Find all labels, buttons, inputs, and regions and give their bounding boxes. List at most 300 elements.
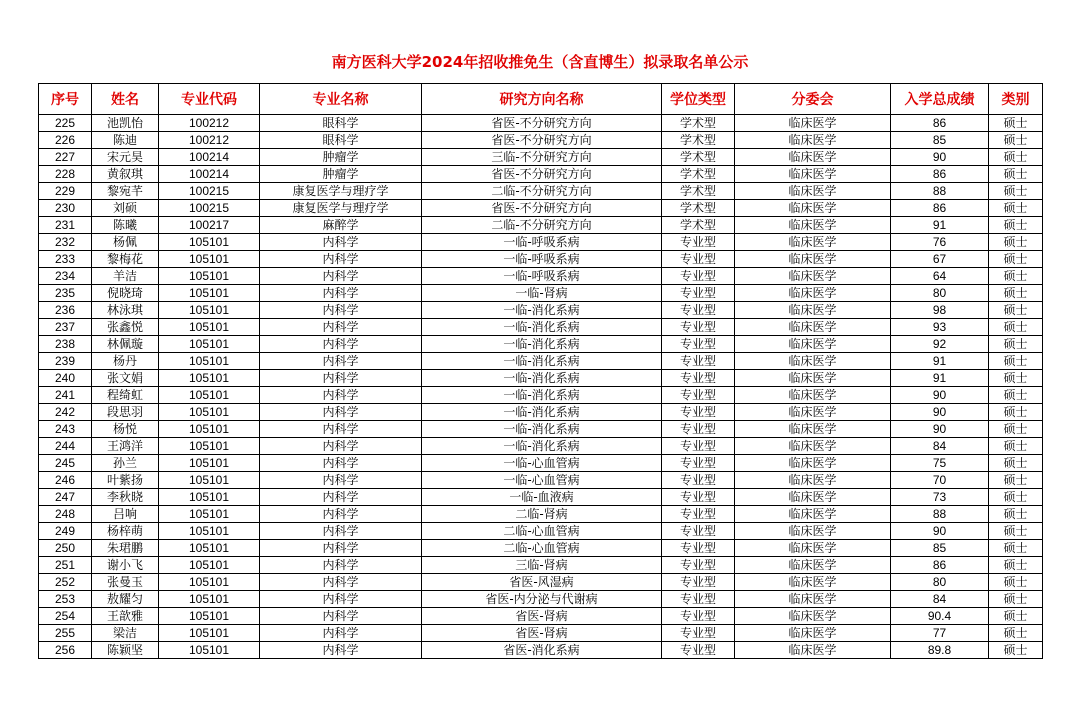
- direction-cell: 省医-肾病: [422, 608, 662, 625]
- category-cell: 硕士: [989, 251, 1043, 268]
- major-name-cell: 内科学: [260, 591, 422, 608]
- name-cell: 王歆雅: [92, 608, 159, 625]
- degree-type-cell: 专业型: [662, 234, 735, 251]
- committee-cell: 临床医学: [735, 574, 891, 591]
- name-cell: 陈颖坚: [92, 642, 159, 659]
- major-code-cell: 105101: [159, 285, 260, 302]
- major-code-cell: 105101: [159, 489, 260, 506]
- name-cell: 段思羽: [92, 404, 159, 421]
- committee-cell: 临床医学: [735, 387, 891, 404]
- table-row: [39, 557, 1043, 574]
- major-code-cell: 105101: [159, 404, 260, 421]
- score-cell: 85: [891, 540, 989, 557]
- degree-type-cell: 学术型: [662, 149, 735, 166]
- table-row: [39, 472, 1043, 489]
- major-code-cell: 105101: [159, 234, 260, 251]
- direction-cell: 省医-内分泌与代谢病: [422, 591, 662, 608]
- table-row: [39, 489, 1043, 506]
- degree-type-cell: 专业型: [662, 625, 735, 642]
- score-cell: 90: [891, 149, 989, 166]
- committee-cell: 临床医学: [735, 285, 891, 302]
- name-cell: 朱珺鹏: [92, 540, 159, 557]
- committee-cell: 临床医学: [735, 455, 891, 472]
- score-cell: 75: [891, 455, 989, 472]
- committee-cell: 临床医学: [735, 625, 891, 642]
- name-cell: 倪晓琦: [92, 285, 159, 302]
- major-name-cell: 内科学: [260, 285, 422, 302]
- degree-type-cell: 专业型: [662, 591, 735, 608]
- table-row: [39, 353, 1043, 370]
- seq-cell: 225: [39, 115, 92, 132]
- degree-type-cell: 学术型: [662, 166, 735, 183]
- major-name-cell: 内科学: [260, 608, 422, 625]
- major-code-cell: 105101: [159, 523, 260, 540]
- committee-cell: 临床医学: [735, 149, 891, 166]
- seq-cell: 244: [39, 438, 92, 455]
- major-code-cell: 105101: [159, 370, 260, 387]
- seq-cell: 236: [39, 302, 92, 319]
- col-total-score-header: 入学总成绩: [891, 84, 989, 115]
- committee-cell: 临床医学: [735, 353, 891, 370]
- direction-cell: 二临-心血管病: [422, 540, 662, 557]
- score-cell: 89.8: [891, 642, 989, 659]
- committee-cell: 临床医学: [735, 489, 891, 506]
- score-cell: 80: [891, 285, 989, 302]
- header-row: [39, 84, 1043, 115]
- major-code-cell: 105101: [159, 353, 260, 370]
- score-cell: 86: [891, 557, 989, 574]
- direction-cell: 一临-呼吸系病: [422, 268, 662, 285]
- table-row: [39, 608, 1043, 625]
- committee-cell: 临床医学: [735, 217, 891, 234]
- col-name-header: 姓名: [92, 84, 159, 115]
- category-cell: 硕士: [989, 608, 1043, 625]
- seq-cell: 240: [39, 370, 92, 387]
- degree-type-cell: 专业型: [662, 387, 735, 404]
- committee-cell: 临床医学: [735, 608, 891, 625]
- name-cell: 程绮虹: [92, 387, 159, 404]
- score-cell: 90: [891, 421, 989, 438]
- table-row: [39, 285, 1043, 302]
- name-cell: 孙兰: [92, 455, 159, 472]
- seq-cell: 241: [39, 387, 92, 404]
- major-code-cell: 105101: [159, 472, 260, 489]
- major-code-cell: 100212: [159, 132, 260, 149]
- score-cell: 93: [891, 319, 989, 336]
- major-code-cell: 105101: [159, 336, 260, 353]
- major-code-cell: 100214: [159, 149, 260, 166]
- degree-type-cell: 专业型: [662, 370, 735, 387]
- major-code-cell: 100212: [159, 115, 260, 132]
- category-cell: 硕士: [989, 387, 1043, 404]
- direction-cell: 省医-肾病: [422, 625, 662, 642]
- category-cell: 硕士: [989, 370, 1043, 387]
- score-cell: 77: [891, 625, 989, 642]
- col-major-name-header: 专业名称: [260, 84, 422, 115]
- name-cell: 陈迪: [92, 132, 159, 149]
- seq-cell: 239: [39, 353, 92, 370]
- major-code-cell: 100217: [159, 217, 260, 234]
- seq-cell: 237: [39, 319, 92, 336]
- major-name-cell: 内科学: [260, 438, 422, 455]
- table-row: [39, 132, 1043, 149]
- score-cell: 84: [891, 591, 989, 608]
- name-cell: 林泳琪: [92, 302, 159, 319]
- major-name-cell: 内科学: [260, 489, 422, 506]
- degree-type-cell: 专业型: [662, 608, 735, 625]
- direction-cell: 一临-消化系病: [422, 370, 662, 387]
- committee-cell: 临床医学: [735, 115, 891, 132]
- table-row: [39, 540, 1043, 557]
- table-row: [39, 370, 1043, 387]
- degree-type-cell: 专业型: [662, 506, 735, 523]
- name-cell: 宋元昊: [92, 149, 159, 166]
- col-major-code-header: 专业代码: [159, 84, 260, 115]
- category-cell: 硕士: [989, 149, 1043, 166]
- name-cell: 黄叙琪: [92, 166, 159, 183]
- category-cell: 硕士: [989, 625, 1043, 642]
- table-row: [39, 149, 1043, 166]
- direction-cell: 一临-消化系病: [422, 404, 662, 421]
- degree-type-cell: 专业型: [662, 557, 735, 574]
- major-code-cell: 105101: [159, 608, 260, 625]
- seq-cell: 253: [39, 591, 92, 608]
- score-cell: 92: [891, 336, 989, 353]
- committee-cell: 临床医学: [735, 642, 891, 659]
- seq-cell: 254: [39, 608, 92, 625]
- seq-cell: 255: [39, 625, 92, 642]
- major-name-cell: 内科学: [260, 574, 422, 591]
- score-cell: 90: [891, 404, 989, 421]
- score-cell: 84: [891, 438, 989, 455]
- committee-cell: 临床医学: [735, 183, 891, 200]
- score-cell: 91: [891, 217, 989, 234]
- name-cell: 杨悦: [92, 421, 159, 438]
- name-cell: 陈曦: [92, 217, 159, 234]
- name-cell: 林佩璇: [92, 336, 159, 353]
- committee-cell: 临床医学: [735, 472, 891, 489]
- name-cell: 吕响: [92, 506, 159, 523]
- major-name-cell: 眼科学: [260, 132, 422, 149]
- col-degree-type-header: 学位类型: [662, 84, 735, 115]
- direction-cell: 一临-肾病: [422, 285, 662, 302]
- seq-cell: 233: [39, 251, 92, 268]
- direction-cell: 省医-消化系病: [422, 642, 662, 659]
- direction-cell: 三临-不分研究方向: [422, 149, 662, 166]
- score-cell: 91: [891, 353, 989, 370]
- table-row: [39, 115, 1043, 132]
- major-name-cell: 内科学: [260, 625, 422, 642]
- table-row: [39, 591, 1043, 608]
- direction-cell: 一临-呼吸系病: [422, 234, 662, 251]
- category-cell: 硕士: [989, 421, 1043, 438]
- score-cell: 64: [891, 268, 989, 285]
- name-cell: 李秋晓: [92, 489, 159, 506]
- category-cell: 硕士: [989, 132, 1043, 149]
- category-cell: 硕士: [989, 200, 1043, 217]
- direction-cell: 一临-消化系病: [422, 438, 662, 455]
- direction-cell: 一临-消化系病: [422, 387, 662, 404]
- committee-cell: 临床医学: [735, 268, 891, 285]
- degree-type-cell: 专业型: [662, 438, 735, 455]
- category-cell: 硕士: [989, 642, 1043, 659]
- col-committee-header: 分委会: [735, 84, 891, 115]
- committee-cell: 临床医学: [735, 251, 891, 268]
- committee-cell: 临床医学: [735, 336, 891, 353]
- seq-cell: 243: [39, 421, 92, 438]
- committee-cell: 临床医学: [735, 370, 891, 387]
- degree-type-cell: 专业型: [662, 642, 735, 659]
- major-code-cell: 105101: [159, 421, 260, 438]
- major-name-cell: 内科学: [260, 268, 422, 285]
- major-name-cell: 内科学: [260, 404, 422, 421]
- direction-cell: 一临-心血管病: [422, 455, 662, 472]
- major-name-cell: 内科学: [260, 540, 422, 557]
- table-row: [39, 336, 1043, 353]
- score-cell: 67: [891, 251, 989, 268]
- name-cell: 王鸿洋: [92, 438, 159, 455]
- name-cell: 谢小飞: [92, 557, 159, 574]
- major-name-cell: 内科学: [260, 523, 422, 540]
- degree-type-cell: 专业型: [662, 421, 735, 438]
- table-row: [39, 217, 1043, 234]
- score-cell: 85: [891, 132, 989, 149]
- table-row: [39, 625, 1043, 642]
- seq-cell: 249: [39, 523, 92, 540]
- table-row: [39, 404, 1043, 421]
- direction-cell: 省医-风湿病: [422, 574, 662, 591]
- major-code-cell: 105101: [159, 302, 260, 319]
- seq-cell: 226: [39, 132, 92, 149]
- committee-cell: 临床医学: [735, 421, 891, 438]
- seq-cell: 246: [39, 472, 92, 489]
- major-name-cell: 内科学: [260, 557, 422, 574]
- committee-cell: 临床医学: [735, 557, 891, 574]
- degree-type-cell: 专业型: [662, 268, 735, 285]
- table-row: [39, 183, 1043, 200]
- direction-cell: 一临-消化系病: [422, 319, 662, 336]
- table-row: [39, 455, 1043, 472]
- col-category-header: 类别: [989, 84, 1043, 115]
- degree-type-cell: 专业型: [662, 302, 735, 319]
- committee-cell: 临床医学: [735, 506, 891, 523]
- committee-cell: 临床医学: [735, 234, 891, 251]
- seq-cell: 238: [39, 336, 92, 353]
- category-cell: 硕士: [989, 523, 1043, 540]
- seq-cell: 247: [39, 489, 92, 506]
- table-row: [39, 200, 1043, 217]
- seq-cell: 235: [39, 285, 92, 302]
- score-cell: 88: [891, 506, 989, 523]
- seq-cell: 227: [39, 149, 92, 166]
- major-code-cell: 100215: [159, 200, 260, 217]
- category-cell: 硕士: [989, 455, 1043, 472]
- direction-cell: 二临-不分研究方向: [422, 183, 662, 200]
- category-cell: 硕士: [989, 472, 1043, 489]
- name-cell: 羊洁: [92, 268, 159, 285]
- direction-cell: 二临-心血管病: [422, 523, 662, 540]
- table-row: [39, 387, 1043, 404]
- seq-cell: 252: [39, 574, 92, 591]
- score-cell: 80: [891, 574, 989, 591]
- category-cell: 硕士: [989, 319, 1043, 336]
- seq-cell: 234: [39, 268, 92, 285]
- degree-type-cell: 专业型: [662, 574, 735, 591]
- direction-cell: 一临-消化系病: [422, 336, 662, 353]
- degree-type-cell: 专业型: [662, 251, 735, 268]
- degree-type-cell: 专业型: [662, 336, 735, 353]
- degree-type-cell: 专业型: [662, 353, 735, 370]
- name-cell: 黎梅花: [92, 251, 159, 268]
- committee-cell: 临床医学: [735, 404, 891, 421]
- score-cell: 98: [891, 302, 989, 319]
- seq-cell: 228: [39, 166, 92, 183]
- direction-cell: 一临-消化系病: [422, 421, 662, 438]
- name-cell: 叶紫扬: [92, 472, 159, 489]
- category-cell: 硕士: [989, 285, 1043, 302]
- committee-cell: 临床医学: [735, 438, 891, 455]
- table-row: [39, 438, 1043, 455]
- category-cell: 硕士: [989, 268, 1043, 285]
- major-code-cell: 105101: [159, 574, 260, 591]
- direction-cell: 二临-不分研究方向: [422, 217, 662, 234]
- name-cell: 杨梓萌: [92, 523, 159, 540]
- major-name-cell: 康复医学与理疗学: [260, 183, 422, 200]
- direction-cell: 一临-心血管病: [422, 472, 662, 489]
- table-body: [39, 115, 1043, 659]
- category-cell: 硕士: [989, 404, 1043, 421]
- category-cell: 硕士: [989, 438, 1043, 455]
- page-title: 南方医科大学2024年招收推免生（含直博生）拟录取名单公示: [331, 53, 749, 71]
- direction-cell: 三临-肾病: [422, 557, 662, 574]
- major-code-cell: 105101: [159, 268, 260, 285]
- direction-cell: 一临-消化系病: [422, 353, 662, 370]
- table-row: [39, 506, 1043, 523]
- major-name-cell: 内科学: [260, 319, 422, 336]
- major-code-cell: 105101: [159, 506, 260, 523]
- degree-type-cell: 专业型: [662, 285, 735, 302]
- seq-cell: 230: [39, 200, 92, 217]
- seq-cell: 251: [39, 557, 92, 574]
- committee-cell: 临床医学: [735, 200, 891, 217]
- degree-type-cell: 专业型: [662, 404, 735, 421]
- degree-type-cell: 学术型: [662, 183, 735, 200]
- seq-cell: 229: [39, 183, 92, 200]
- seq-cell: 248: [39, 506, 92, 523]
- degree-type-cell: 专业型: [662, 472, 735, 489]
- major-code-cell: 105101: [159, 251, 260, 268]
- table-row: [39, 523, 1043, 540]
- committee-cell: 临床医学: [735, 540, 891, 557]
- major-name-cell: 肿瘤学: [260, 166, 422, 183]
- major-code-cell: 105101: [159, 387, 260, 404]
- name-cell: 杨佩: [92, 234, 159, 251]
- table-row: [39, 642, 1043, 659]
- admission-table: [38, 83, 1043, 659]
- name-cell: 池凯怡: [92, 115, 159, 132]
- name-cell: 刘硕: [92, 200, 159, 217]
- seq-cell: 245: [39, 455, 92, 472]
- category-cell: 硕士: [989, 302, 1043, 319]
- committee-cell: 临床医学: [735, 319, 891, 336]
- seq-cell: 250: [39, 540, 92, 557]
- degree-type-cell: 学术型: [662, 200, 735, 217]
- score-cell: 70: [891, 472, 989, 489]
- degree-type-cell: 专业型: [662, 489, 735, 506]
- score-cell: 86: [891, 200, 989, 217]
- category-cell: 硕士: [989, 489, 1043, 506]
- category-cell: 硕士: [989, 540, 1043, 557]
- score-cell: 90: [891, 387, 989, 404]
- score-cell: 86: [891, 115, 989, 132]
- name-cell: 杨丹: [92, 353, 159, 370]
- major-name-cell: 内科学: [260, 302, 422, 319]
- score-cell: 90: [891, 523, 989, 540]
- name-cell: 张鑫悦: [92, 319, 159, 336]
- committee-cell: 临床医学: [735, 523, 891, 540]
- major-name-cell: 内科学: [260, 455, 422, 472]
- major-name-cell: 内科学: [260, 472, 422, 489]
- major-name-cell: 麻醉学: [260, 217, 422, 234]
- major-code-cell: 105101: [159, 625, 260, 642]
- score-cell: 88: [891, 183, 989, 200]
- category-cell: 硕士: [989, 217, 1043, 234]
- category-cell: 硕士: [989, 506, 1043, 523]
- score-cell: 73: [891, 489, 989, 506]
- committee-cell: 临床医学: [735, 132, 891, 149]
- major-code-cell: 105101: [159, 455, 260, 472]
- committee-cell: 临床医学: [735, 302, 891, 319]
- name-cell: 梁洁: [92, 625, 159, 642]
- category-cell: 硕士: [989, 574, 1043, 591]
- major-code-cell: 100214: [159, 166, 260, 183]
- category-cell: 硕士: [989, 234, 1043, 251]
- seq-cell: 232: [39, 234, 92, 251]
- name-cell: 张文娟: [92, 370, 159, 387]
- major-name-cell: 内科学: [260, 421, 422, 438]
- major-name-cell: 内科学: [260, 506, 422, 523]
- degree-type-cell: 专业型: [662, 455, 735, 472]
- major-code-cell: 100215: [159, 183, 260, 200]
- major-code-cell: 105101: [159, 540, 260, 557]
- category-cell: 硕士: [989, 115, 1043, 132]
- category-cell: 硕士: [989, 353, 1043, 370]
- seq-cell: 231: [39, 217, 92, 234]
- major-code-cell: 105101: [159, 642, 260, 659]
- table-row: [39, 574, 1043, 591]
- seq-cell: 242: [39, 404, 92, 421]
- major-name-cell: 内科学: [260, 387, 422, 404]
- major-name-cell: 内科学: [260, 251, 422, 268]
- table-row: [39, 421, 1043, 438]
- table-row: [39, 234, 1043, 251]
- degree-type-cell: 学术型: [662, 217, 735, 234]
- table-row: [39, 319, 1043, 336]
- degree-type-cell: 学术型: [662, 132, 735, 149]
- major-name-cell: 康复医学与理疗学: [260, 200, 422, 217]
- degree-type-cell: 专业型: [662, 523, 735, 540]
- direction-cell: 一临-消化系病: [422, 302, 662, 319]
- name-cell: 黎宛芊: [92, 183, 159, 200]
- table-row: [39, 268, 1043, 285]
- score-cell: 91: [891, 370, 989, 387]
- direction-cell: 省医-不分研究方向: [422, 132, 662, 149]
- col-direction-header: 研究方向名称: [422, 84, 662, 115]
- name-cell: 张曼玉: [92, 574, 159, 591]
- score-cell: 76: [891, 234, 989, 251]
- direction-cell: 一临-呼吸系病: [422, 251, 662, 268]
- major-name-cell: 内科学: [260, 353, 422, 370]
